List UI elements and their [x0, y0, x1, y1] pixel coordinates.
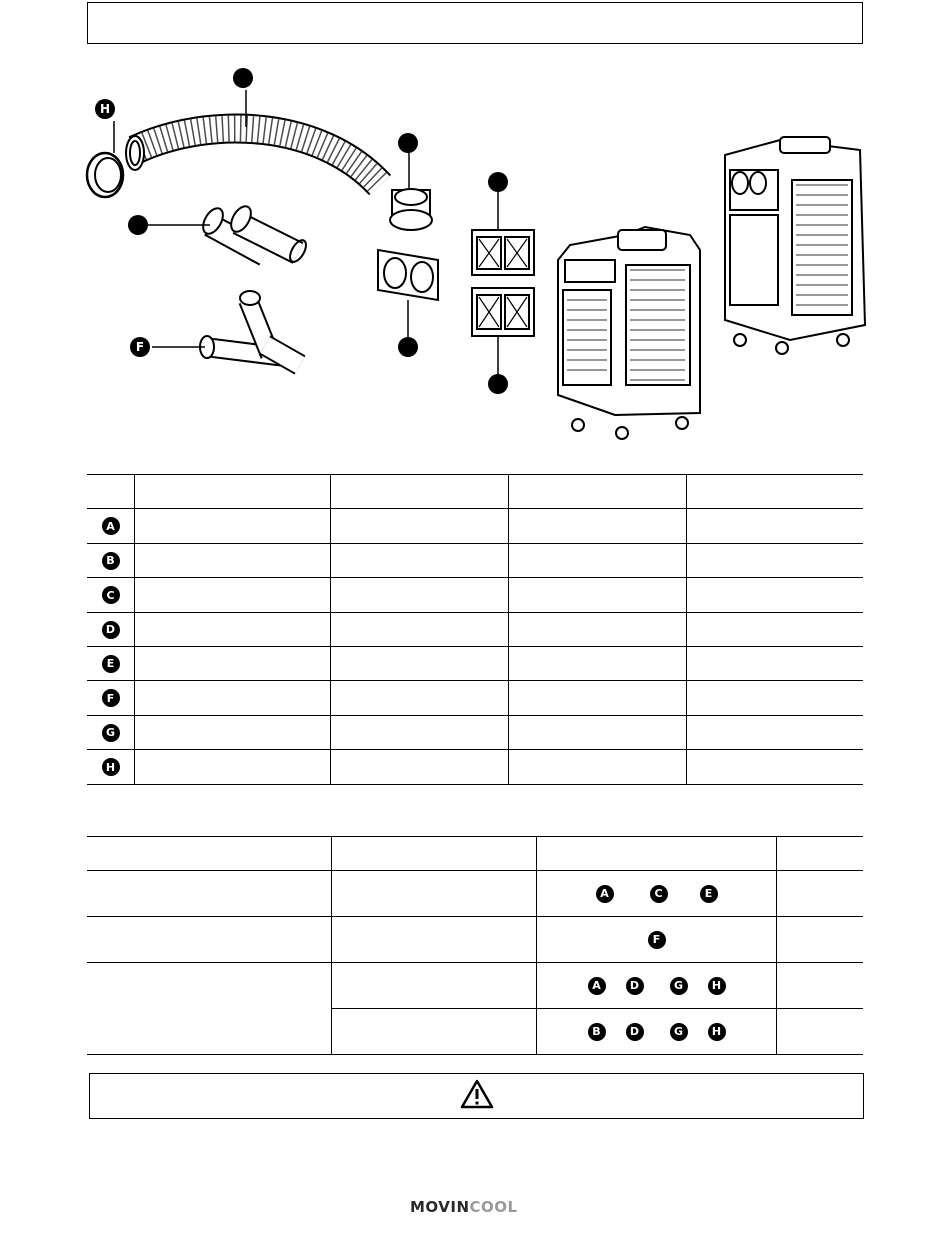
kit-badge: A — [596, 885, 614, 903]
part-badge: C — [102, 586, 120, 604]
kit-badge: H — [708, 1023, 726, 1041]
kit-badge: D — [626, 1023, 644, 1041]
callout-badge-y-duct: F — [130, 337, 150, 357]
part-badge: F — [102, 689, 120, 707]
part-badge: B — [102, 552, 120, 570]
table-row — [87, 750, 863, 784]
kit-badge: G — [670, 1023, 688, 1041]
table-row — [87, 917, 863, 963]
kit-badge: H — [708, 977, 726, 995]
kit-badge: F — [648, 931, 666, 949]
callout-badge-ring: H — [95, 99, 115, 119]
callout-badge-hose — [233, 68, 253, 88]
ring-part — [87, 153, 123, 197]
y-duct — [200, 291, 300, 365]
table-row — [87, 681, 863, 715]
table-row — [87, 871, 863, 917]
kit-badge: B — [588, 1023, 606, 1041]
twin-hoses — [199, 203, 309, 265]
table-row — [87, 509, 863, 543]
duct-adapter — [390, 189, 432, 230]
table-row — [87, 612, 863, 646]
panel-top — [472, 230, 534, 275]
cooling-unit-small — [558, 227, 700, 439]
parts-table-header — [87, 475, 863, 509]
table-row — [87, 578, 863, 612]
part-badge: A — [102, 517, 120, 535]
brand-logo: MOVINCOOL — [410, 1198, 518, 1216]
cooling-unit-large — [725, 137, 865, 354]
kits-table-header — [87, 837, 863, 871]
kit-badge: E — [700, 885, 718, 903]
table-row — [87, 646, 863, 680]
table-row — [87, 715, 863, 749]
callout-badge-panel-left — [398, 337, 418, 357]
callout-badge-duct-adapter — [398, 133, 418, 153]
part-badge: G — [102, 724, 120, 742]
kit-badge: A — [588, 977, 606, 995]
warning-box — [89, 1073, 864, 1119]
large-hose — [126, 128, 380, 185]
parts-table — [87, 474, 863, 785]
panel-left — [378, 250, 438, 300]
kit-badge: C — [650, 885, 668, 903]
warning-icon — [460, 1079, 494, 1114]
kits-table — [87, 836, 863, 1055]
table-row — [87, 543, 863, 577]
accessories-illustration — [70, 55, 880, 455]
panel-bottom — [472, 288, 534, 336]
kit-badge: G — [670, 977, 688, 995]
part-badge: E — [102, 655, 120, 673]
part-badge: H — [102, 758, 120, 776]
part-badge: D — [102, 621, 120, 639]
callout-badge-twin-hose — [128, 215, 148, 235]
callout-badge-panel-bottom — [488, 374, 508, 394]
title-box — [87, 2, 863, 44]
callout-badge-panel-top — [488, 172, 508, 192]
table-row — [87, 963, 863, 1009]
kit-badge: D — [626, 977, 644, 995]
